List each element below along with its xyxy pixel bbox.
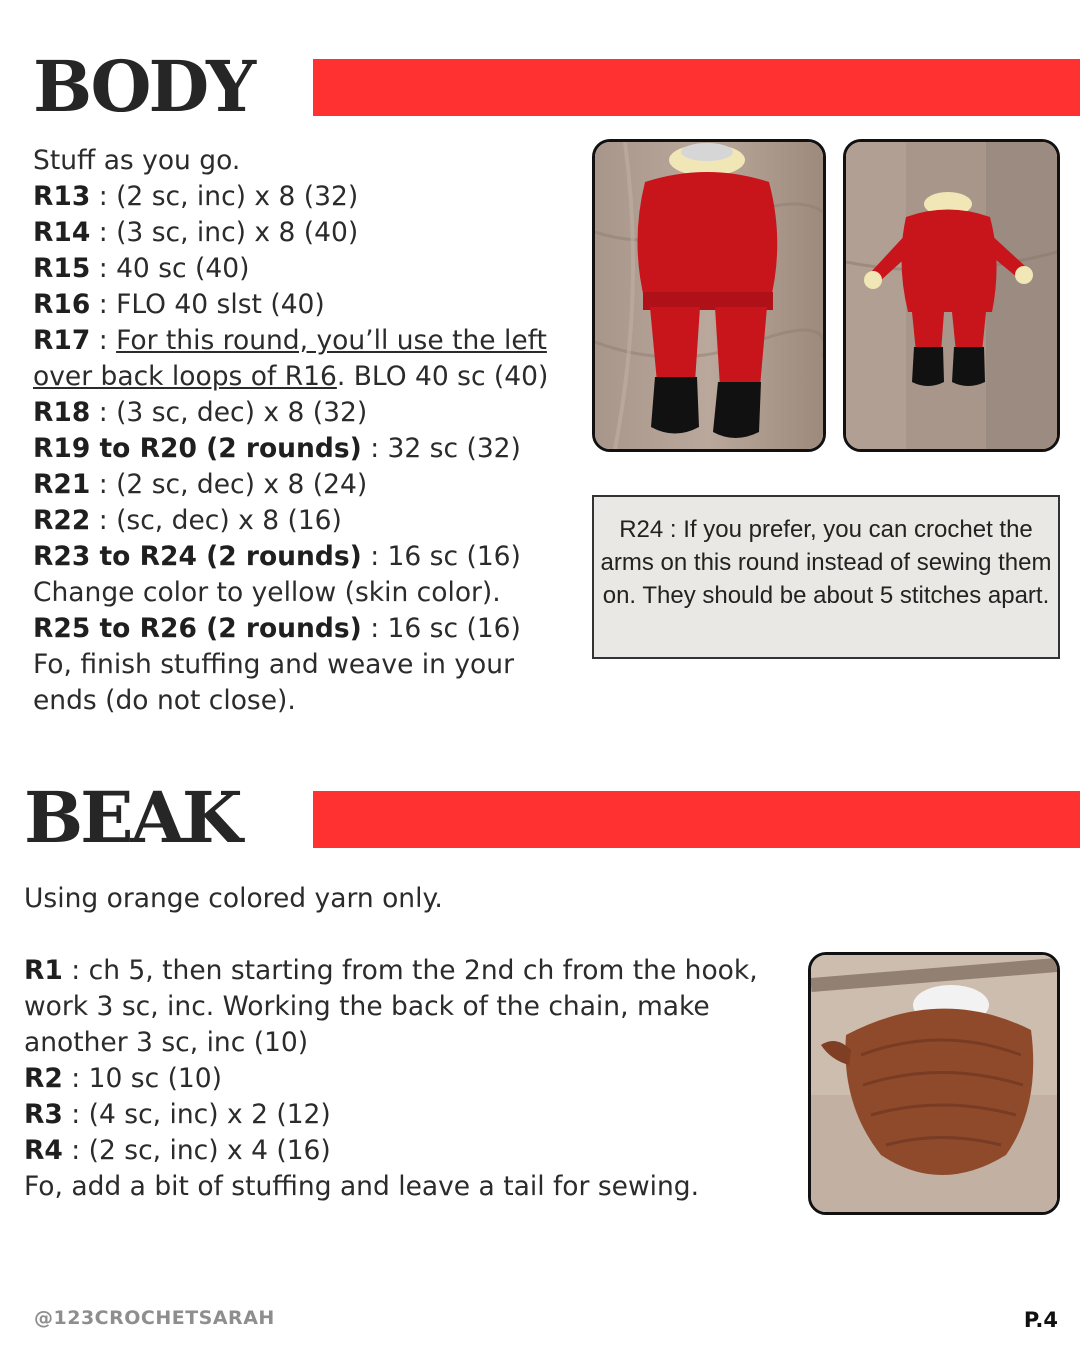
row-beak-r2	[24, 1061, 758, 1097]
beak-photo	[808, 952, 1060, 1215]
row-label: R3	[24, 1099, 63, 1130]
row-label: R21	[33, 469, 91, 500]
row-text: : (sc, dec) x 8 (16)	[90, 505, 342, 536]
row-label: R15	[33, 253, 91, 284]
body-heading: BODY	[33, 45, 254, 128]
row-r17-cont	[33, 359, 548, 395]
body-accent-bar	[313, 59, 1080, 116]
footer-handle: @123CROCHETSARAH	[34, 1307, 275, 1329]
body-photo-legs	[592, 139, 826, 452]
row-r13	[33, 179, 548, 215]
body-photo-arms	[843, 139, 1060, 452]
row-text: : (2 sc, inc) x 8 (32)	[90, 181, 359, 212]
row-r25-r26	[33, 611, 548, 647]
r17-underlined-text-2: over back loops of R16	[33, 361, 337, 392]
row-text: : (3 sc, dec) x 8 (32)	[90, 397, 368, 428]
row-label: R1	[24, 955, 63, 986]
row-text: : (4 sc, inc) x 2 (12)	[62, 1099, 331, 1130]
row-text: : 32 sc (32)	[361, 433, 521, 464]
row-r15	[33, 251, 548, 287]
row-beak-r1-cont2: another 3 sc, inc (10)	[24, 1027, 309, 1058]
row-label: R4	[24, 1135, 63, 1166]
row-text: : (3 sc, inc) x 8 (40)	[90, 217, 359, 248]
row-text: : FLO 40 slst (40)	[90, 289, 325, 320]
row-text: : 16 sc (16)	[361, 613, 521, 644]
r24-note-box: R24 : If you prefer, you can crochet the arms on this round instead of sewing them on. They should be about 5 stitches apart.	[592, 495, 1060, 659]
row-beak-r4	[24, 1133, 758, 1169]
row-text: . BLO 40 sc (40)	[336, 361, 549, 392]
body-instructions	[33, 143, 548, 719]
crochet-body-arms-illustration	[846, 142, 1057, 449]
row-label: R19 to R20 (2 rounds)	[33, 433, 362, 464]
row-text: : ch 5, then starting from the 2nd ch from the hook,	[62, 955, 758, 986]
beak-intro: Using orange colored yarn only.	[24, 883, 443, 914]
beak-instructions	[24, 953, 758, 1205]
crochet-beak-illustration	[811, 955, 1057, 1212]
row-r19-r20	[33, 431, 548, 467]
row-label: R23 to R24 (2 rounds)	[33, 541, 362, 572]
row-sep: :	[90, 325, 117, 356]
row-text: : (2 sc, dec) x 8 (24)	[90, 469, 368, 500]
page-number: P.4	[1023, 1308, 1058, 1332]
row-text: : 40 sc (40)	[90, 253, 250, 284]
row-r22	[33, 503, 548, 539]
row-label: R22	[33, 505, 91, 536]
finish-text-1: Fo, finish stuffing and weave in your	[33, 649, 514, 680]
row-text: : 16 sc (16)	[361, 541, 521, 572]
beak-heading: BEAK	[24, 776, 240, 859]
row-r18	[33, 395, 548, 431]
color-change-text: Change color to yellow (skin color).	[33, 577, 501, 608]
row-r16	[33, 287, 548, 323]
crochet-body-illustration	[595, 142, 823, 449]
row-r14	[33, 215, 548, 251]
row-beak-r1	[24, 953, 758, 989]
row-label: R2	[24, 1063, 63, 1094]
row-r17	[33, 323, 548, 359]
body-intro: Stuff as you go.	[33, 145, 241, 176]
row-text: : (2 sc, inc) x 4 (16)	[62, 1135, 331, 1166]
finish-text-2: ends (do not close).	[33, 685, 296, 716]
row-text: : 10 sc (10)	[62, 1063, 222, 1094]
row-r23-r24	[33, 539, 548, 575]
row-beak-r1-cont: work 3 sc, inc. Working the back of the chain, make	[24, 991, 710, 1022]
row-label: R14	[33, 217, 91, 248]
row-label: R25 to R26 (2 rounds)	[33, 613, 362, 644]
beak-finish-text: Fo, add a bit of stuffing and leave a tail for sewing.	[24, 1171, 700, 1202]
row-r21	[33, 467, 548, 503]
beak-accent-bar	[313, 791, 1080, 848]
row-beak-r3	[24, 1097, 758, 1133]
row-label: R17	[33, 325, 91, 356]
r17-underlined-text-1: For this round, you’ll use the left	[116, 325, 547, 356]
row-label: R16	[33, 289, 91, 320]
beak-intro-block	[24, 881, 443, 917]
row-label: R18	[33, 397, 91, 428]
row-label: R13	[33, 181, 91, 212]
